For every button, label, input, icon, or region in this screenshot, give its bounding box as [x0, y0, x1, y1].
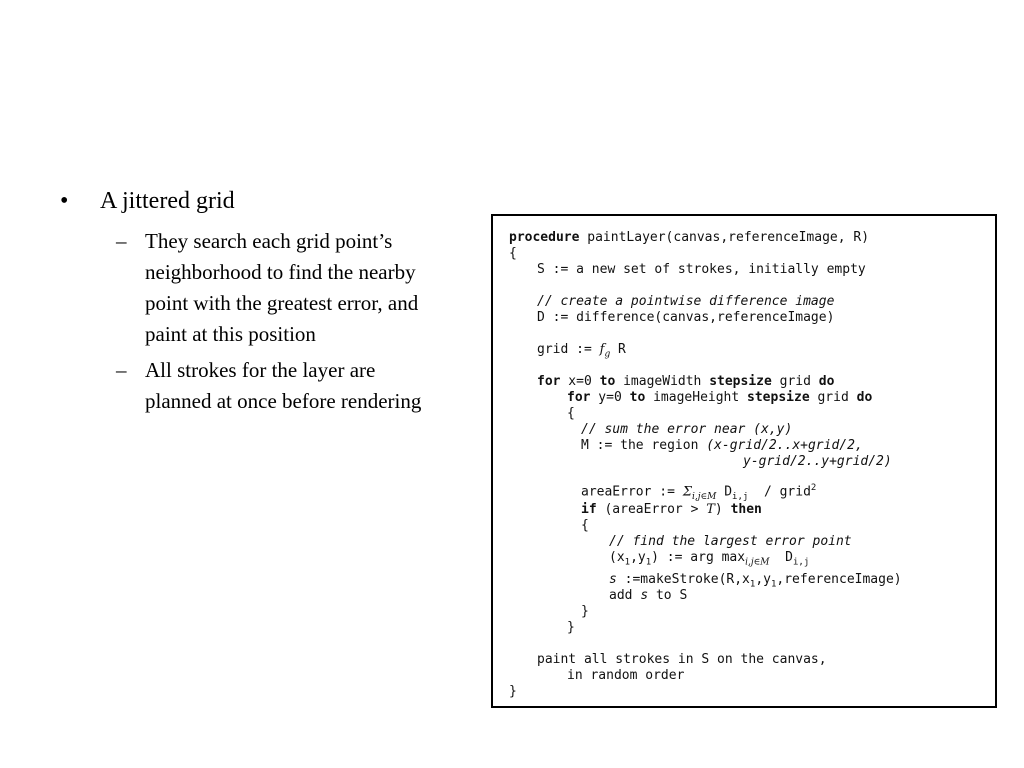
code-line: { [567, 406, 575, 421]
text-line: point with the greatest error, and [145, 291, 419, 315]
math-subscript: 1 [645, 557, 652, 568]
code-line [581, 502, 762, 518]
code-text: ) := arg max [651, 550, 746, 565]
text-line: planned at once before rendering [145, 389, 422, 413]
text-line: neighborhood to find the nearby [145, 260, 416, 284]
code-text: y=0 [590, 390, 630, 405]
code-text: ,y [755, 572, 771, 587]
code-text: (areaError > [596, 502, 707, 517]
code-text: paintLayer(canvas,referenceImage, R) [579, 230, 870, 245]
code-line [609, 588, 687, 604]
code-text: M := the region [581, 438, 707, 453]
code-line [509, 230, 869, 246]
math-superscript: 2 [810, 483, 817, 493]
math-subscript: i,j [732, 491, 749, 502]
code-line: } [581, 604, 589, 619]
math-symbol: f [599, 342, 605, 357]
code-line [581, 438, 863, 454]
code-line: in random order [567, 668, 685, 683]
keyword: to [599, 374, 616, 389]
code-text: to S [648, 588, 688, 603]
code-line: paint all strokes in S on the canvas, [537, 652, 827, 667]
keyword: procedure [509, 230, 580, 245]
keyword: to [629, 390, 646, 405]
math-subscript: 1 [749, 579, 756, 590]
code-text: grid [771, 374, 819, 389]
dash-marker: – [116, 358, 127, 382]
code-line: } [567, 620, 575, 635]
math-subscript: i,j [792, 557, 810, 568]
keyword: do [818, 374, 835, 389]
text-line: They search each grid point’s [145, 229, 393, 253]
code-text: imageHeight [645, 390, 748, 405]
code-line: D := difference(canvas,referenceImage) [537, 310, 835, 325]
code-line: } [509, 684, 517, 699]
code-line [609, 550, 809, 571]
dash-marker: – [116, 229, 127, 253]
math-symbol: Σ [682, 484, 692, 500]
code-text: grid [809, 390, 857, 405]
pseudocode-block [493, 216, 995, 706]
keyword: for [567, 390, 591, 405]
math-symbol: T [706, 502, 715, 517]
code-text: ,y [630, 550, 646, 565]
code-text: ,referenceImage) [776, 572, 902, 587]
pseudocode-figure [491, 214, 997, 708]
code-comment: // create a pointwise difference image [537, 294, 835, 309]
keyword: if [581, 502, 597, 517]
code-text: D [716, 484, 733, 500]
bullet-marker: • [60, 188, 69, 214]
code-text: (x [609, 550, 625, 565]
sub-bullet-text [145, 226, 490, 350]
code-line: { [509, 246, 517, 261]
code-comment: // find the largest error point [609, 534, 852, 549]
code-line [537, 342, 626, 363]
keyword: stepsize [747, 390, 810, 405]
code-text: / grid [748, 484, 811, 500]
sub-bullet-text [145, 355, 490, 417]
code-line: { [581, 518, 589, 533]
text-line: All strokes for the layer are [145, 358, 376, 382]
keyword: for [537, 374, 561, 389]
code-text: areaError := [581, 484, 683, 500]
code-italic: s [609, 572, 617, 587]
math-subscript: 1 [624, 557, 631, 568]
code-text: x=0 [560, 374, 600, 389]
keyword: do [856, 390, 873, 405]
math-subscript: g [604, 349, 611, 360]
code-text: add [609, 588, 641, 603]
bullet-text: A jittered grid [100, 188, 235, 214]
code-italic: s [640, 588, 649, 603]
code-line: S := a new set of strokes, initially empty [537, 262, 866, 277]
code-text: imageWidth [615, 374, 710, 389]
math-subscript: i,j∈M [691, 491, 717, 502]
code-line [567, 390, 872, 406]
code-line: y-grid/2..y+grid/2) [743, 454, 892, 469]
code-text: D [769, 550, 793, 565]
math-subscript: 1 [770, 579, 777, 590]
text-line: paint at this position [145, 322, 316, 346]
keyword: stepsize [709, 374, 772, 389]
code-text: :=makeStroke(R,x [616, 572, 750, 587]
code-italic: (x-grid/2..x+grid/2, [706, 438, 863, 453]
code-text: grid := [537, 342, 600, 357]
math-subscript: i,j∈M [745, 557, 770, 568]
code-text: R [610, 342, 626, 357]
code-text: ) [714, 502, 731, 517]
code-comment: // sum the error near (x,y) [581, 422, 793, 437]
code-line [537, 374, 834, 390]
keyword: then [730, 502, 762, 517]
